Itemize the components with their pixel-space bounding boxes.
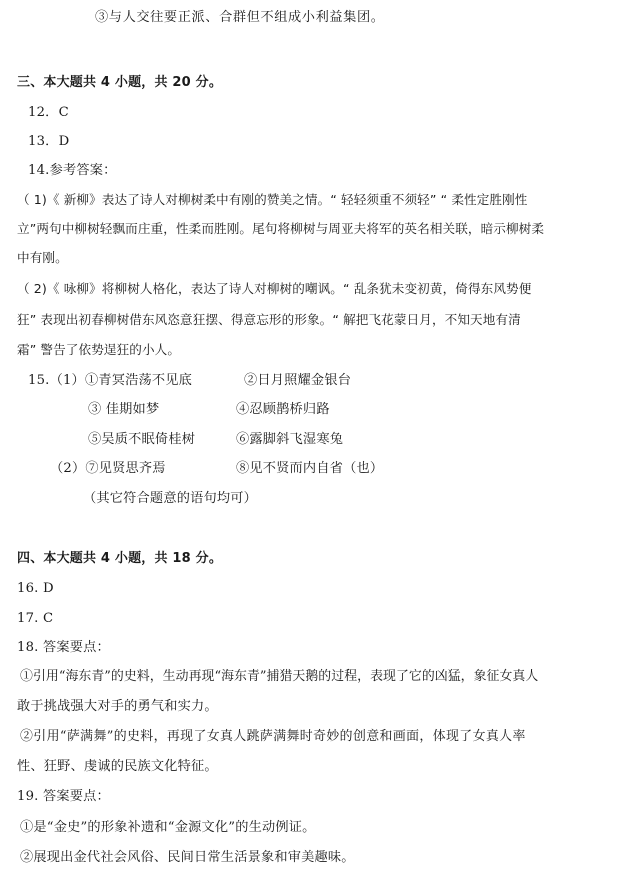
- answer-line: ⑧见不贤而内自省（也）: [236, 461, 384, 476]
- answer-line: 狂” 表现出初春柳树借东风恣意狂摆、得意忘形的形象。“ 解把飞花蒙日月，不知天地有清: [17, 312, 521, 327]
- answer-note: （其它符合题意的语句均可）: [83, 491, 258, 506]
- answer-line: 敢于挑战强大对手的勇气和实力。: [17, 699, 218, 714]
- question-title: 14.参考答案：: [28, 163, 117, 178]
- section-header: 四、本大题共 4 小题，共 18 分。: [17, 551, 223, 566]
- answer-line: ④忍顾鹊桥归路: [236, 402, 330, 417]
- answer-line: 12．C: [28, 105, 69, 120]
- answer-line: 霜” 警告了依势逞狂的小人。: [17, 342, 181, 357]
- answer-line: ③ 佳期如梦: [88, 402, 160, 417]
- answer-line: ②日月照耀金银台: [244, 373, 352, 388]
- answer-line: ①引用“海东青”的史料，生动再现“海东青”捕猎天鹅的过程，表现了它的凶猛，象征女真人: [20, 669, 539, 684]
- question-title: 19. 答案要点：: [17, 789, 110, 804]
- answer-line: 17. C: [17, 611, 54, 626]
- answer-line: ⑥露脚斜飞湿寒兔: [236, 432, 344, 447]
- section-header: 三、本大题共 4 小题，共 20 分。: [17, 75, 223, 90]
- answer-line: （2）⑦见贤思齐焉: [50, 461, 166, 476]
- answer-line: （ 2)《 咏柳》将柳树人格化，表达了诗人对柳树的嘲讽。“ 乱条犹未变初黄，倚得东风势便: [17, 281, 532, 296]
- answer-line: ②引用“萨满舞”的史料，再现了女真人跳萨满舞时奇妙的创意和画面，体现了女真人率: [20, 729, 526, 744]
- answer-line: 16. D: [17, 581, 54, 596]
- answer-line: 13．D: [28, 134, 70, 149]
- question-title: 18. 答案要点：: [17, 640, 110, 655]
- answer-line: 立”两句中柳树轻飘而庄重，性柔而胜刚。尾句将柳树与周亚夫将军的英名相关联，暗示柳树柔: [17, 221, 545, 236]
- answer-line: ③与人交往要正派、合群但不组成小利益集团。: [95, 10, 385, 25]
- answer-line: 性、狂野、虔诚的民族文化特征。: [17, 759, 218, 774]
- answer-line: ⑤吴质不眠倚桂树: [88, 432, 196, 447]
- answer-line: ②展现出金代社会风俗、民间日常生活景象和审美趣味。: [20, 850, 355, 865]
- answer-line: ①是“金史”的形象补遗和“金源文化”的生动例证。: [20, 820, 316, 835]
- answer-line: 中有刚。: [17, 250, 68, 265]
- answer-line: （ 1)《 新柳》表达了诗人对柳树柔中有刚的赞美之情。“ 轻轻须重不须轻” “ 柔性定胜刚性: [17, 192, 528, 207]
- answer-line: 15.（1）①青冥浩荡不见底: [28, 373, 193, 388]
